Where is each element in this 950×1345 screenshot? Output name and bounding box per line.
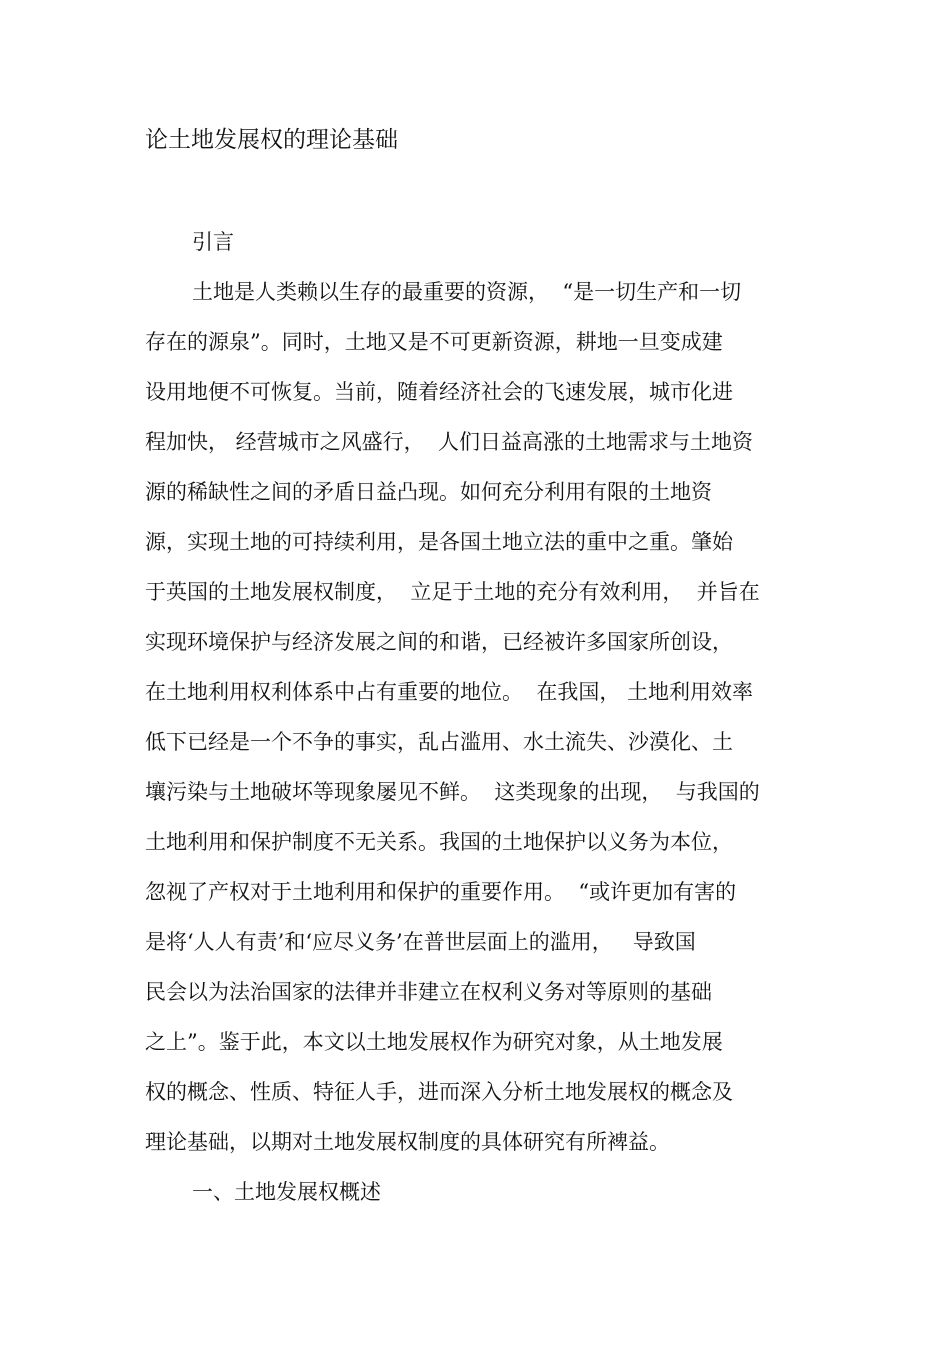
intro-heading: 引言 xyxy=(192,230,234,254)
paragraph-line: 之上”。鉴于此，本文以土地发展权作为研究对象，从土地发展 xyxy=(145,1030,723,1054)
paragraph-line: 源，实现土地的可持续利用，是各国土地立法的重中之重。肇始 xyxy=(145,530,733,554)
paragraph-line: 低下已经是一个不争的事实，乱占滥用、水土流失、沙漠化、土 xyxy=(145,730,733,754)
paragraph-line: 在土地利用权利体系中占有重要的地位。 在我国， 土地利用效率 xyxy=(145,680,754,704)
paragraph-line: 权的概念、性质、特征人手，进而深入分析土地发展权的概念及 xyxy=(145,1080,733,1104)
paragraph-line: 设用地便不可恢复。当前，随着经济社会的飞速发展，城市化进 xyxy=(145,380,733,404)
paragraph-line: 是将‘人人有责’和‘应尽义务’在普世层面上的滥用， 导致国 xyxy=(145,930,696,954)
document-title: 论土地发展权的理论基础 xyxy=(145,127,398,153)
paragraph-line: 存在的源泉”。同时，土地又是不可更新资源，耕地一旦变成建 xyxy=(145,330,723,354)
paragraph-line: 民会以为法治国家的法律并非建立在权利义务对等原则的基础 xyxy=(145,980,712,1004)
paragraph-line: 忽视了产权对于土地利用和保护的重要作用。 “或许更加有害的 xyxy=(145,880,737,904)
paragraph-line: 程加快， 经营城市之风盛行， 人们日益高涨的土地需求与土地资 xyxy=(145,430,754,454)
paragraph-line: 理论基础，以期对土地发展权制度的具体研究有所裨益。 xyxy=(145,1130,670,1154)
paragraph-line: 土地是人类赖以生存的最重要的资源， “是一切生产和一切 xyxy=(192,280,742,304)
paragraph-line: 实现环境保护与经济发展之间的和谐，已经被许多国家所创设， xyxy=(145,630,733,654)
paragraph-line: 源的稀缺性之间的矛盾日益凸现。如何充分利用有限的土地资 xyxy=(145,480,712,504)
section-heading: 一、土地发展权概述 xyxy=(192,1180,381,1204)
paragraph-line: 于英国的土地发展权制度， 立足于土地的充分有效利用， 并旨在 xyxy=(145,580,760,604)
paragraph-line: 土地利用和保护制度不无关系。我国的土地保护以义务为本位， xyxy=(145,830,733,854)
paragraph-line: 壤污染与土地破坏等现象屡见不鲜。 这类现象的出现， 与我国的 xyxy=(145,780,760,804)
